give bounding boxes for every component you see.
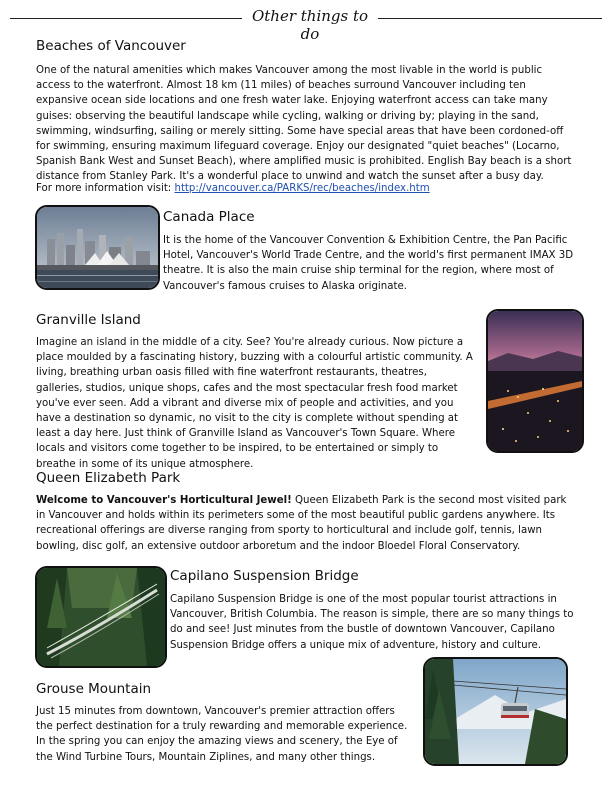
header-rule-left: [10, 18, 242, 19]
section-body-beaches: One of the natural amenities which makes Vancouver among the most livable in the world is public access to the waterfront. Almost 18 km (11 miles) of beaches surround Vancouver including ten expansive ocean side locations and one fresh water lake. Enjoying waterfront access can take many guises: observing the beautiful landscape while cycling, walking or driving by; playing in the sand, swimming, windsurfing, sailing or merely sitting. Some have special areas that have been cordoned-off for swimming, ensuring maximum lifeguard coverage. Enjoy our designated "quiet beaches" (Locarno, Spanish Bank West and Sunset Beach), where amplified music is prohibited. English Bay beach is a short distance from Stanley Park. It's a wonderful place to unwind and watch the sunset after a busy day.: [36, 65, 572, 183]
gondola-photo: [423, 657, 568, 766]
page-header: [10, 7, 602, 43]
section-title-grouse-mountain: Grouse Mountain: [36, 681, 152, 697]
section-body-granville-island: Imagine an island in the middle of a city. See? You're already curious. Now picture a place moulded by a fascinating history, buzzing with a colourful artistic community. A living, breathing urban oasis filled with fine waterfront restaurants, theatres, galleries, studios, unique shops, cafes and the most spectacular fresh food market you've ever seen. Add a vibrant and diverse mix of people and activities, and you have a destination so dynamic, no visit to the city is complete without spending at least a day here. Just think of Granville Island as Vancouver's Town Square. Where locals and visitors come together to be inspired, to be entertained or simply to breathe in some of its unique atmosphere.: [36, 337, 473, 470]
section-body-text-queen-elizabeth-park: Queen Elizabeth Park is the second most visited park in Vancouver and holds within its perimeters some of the most beautiful public gardens anywhere. Its recreational offerings are diverse ranging from sporty to horticultural and include golf, tennis, lawn bowling, disc golf, an extensive outdoor arboretum and the indoor Bloedel Floral Conservatory.: [36, 495, 567, 552]
section-lead-queen-elizabeth-park: Welcome to Vancouver's Horticultural Jewel!: [36, 495, 292, 506]
granville-night-photo: [486, 309, 584, 453]
header-rule-right: [378, 18, 602, 19]
page-title: Other things to do: [251, 7, 369, 43]
section-body-grouse-mountain: Just 15 minutes from downtown, Vancouver's premier attraction offers the perfect destination for a truly rewarding and memorable experience. In the spring you can enjoy the amazing views and scenery, the Eye of the Wind Turbine Tours, Mountain Ziplines, and many other things.: [36, 706, 408, 763]
section-title-queen-elizabeth-park: Queen Elizabeth Park: [36, 470, 181, 486]
section-body-canada-place: It is the home of the Vancouver Convention & Exhibition Centre, the Pan Pacific Hotel, Vancouver's World Trade Centre, and the world's first permanent IMAX 3D theatre. It is also the main cruise ship terminal for the region, where most of Vancouver's famous cruises to Alaska originate.: [163, 235, 574, 292]
more-info-label: For more information visit:: [36, 183, 175, 194]
section-title-capilano-suspension-bridge: Capilano Suspension Bridge: [170, 568, 359, 584]
more-info-line: [36, 181, 576, 196]
beaches-link[interactable]: http://vancouver.ca/PARKS/rec/beaches/index.htm: [174, 183, 430, 194]
canada-place-photo: [35, 205, 160, 290]
section-title-beaches: Beaches of Vancouver: [36, 38, 186, 54]
section-body-queen-elizabeth-park: [36, 493, 576, 554]
section-title-canada-place: Canada Place: [163, 209, 255, 225]
section-title-granville-island: Granville Island: [36, 312, 141, 328]
section-body-capilano-suspension-bridge: Capilano Suspension Bridge is one of the most popular tourist attractions in Vancouver, British Columbia. The reason is simple, there are so many things to do and see! Just minutes from the bustle of downtown Vancouver, Capilano Suspension Bridge offers a unique mix of adventure, history and culture.: [170, 594, 574, 651]
suspension-bridge-photo: [35, 566, 167, 668]
